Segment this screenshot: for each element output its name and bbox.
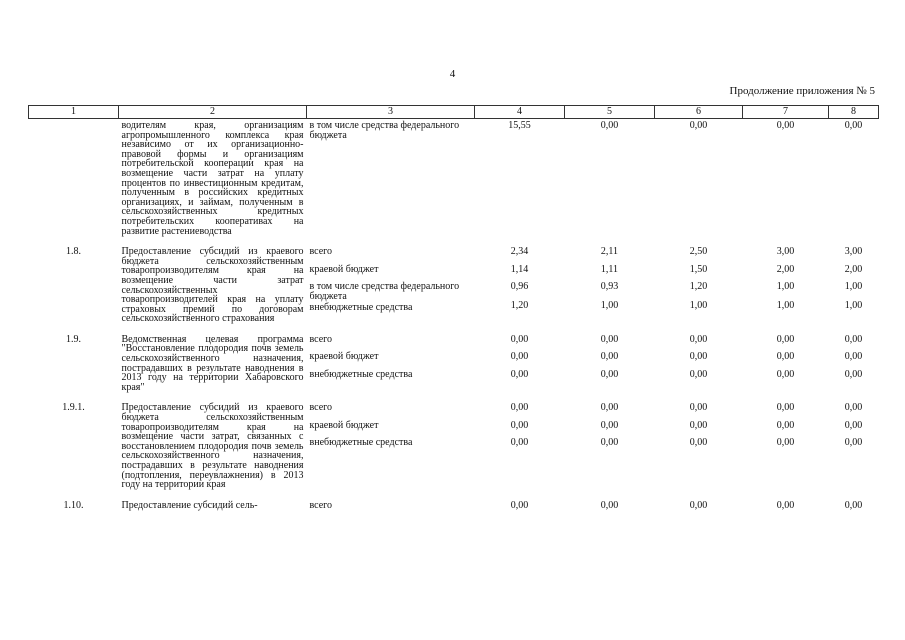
value: 1,14 [510, 263, 529, 275]
value: 0,00 [510, 333, 529, 345]
funding-source: в том числе средства федерального бюджета [309, 281, 460, 302]
funding-source: краевой бюджет [309, 351, 379, 363]
row-number: 1.8. [66, 246, 81, 258]
value: 2,50 [689, 246, 708, 258]
value: 2,34 [510, 246, 529, 258]
value: 0,00 [844, 499, 863, 511]
value-cell [565, 401, 655, 498]
data-table [28, 105, 879, 527]
value-cell [655, 119, 743, 246]
value-cell [565, 333, 655, 402]
row-description: Предоставление субсидий из краевого бюджета сельскохозяйственным товаропроизводителям края на возмещение части затрат сельскохозяйственных товаропроизводителей края на уплату страховых премий по договорам сельскохозяйственного страхования [121, 246, 304, 325]
value-cell [743, 333, 829, 402]
col-header: 3 [307, 106, 475, 119]
value: 15,55 [508, 120, 531, 131]
table-row [29, 333, 879, 402]
value: 1,11 [600, 263, 619, 275]
value-cell [743, 499, 829, 528]
funding-sources [307, 499, 475, 528]
value: 1,00 [844, 281, 863, 293]
funding-source: краевой бюджет [309, 263, 379, 275]
value-cell [743, 245, 829, 333]
value: 0,00 [844, 437, 863, 449]
value: 0,00 [689, 333, 708, 345]
value: 1,20 [510, 300, 529, 312]
col-header: 5 [565, 106, 655, 119]
value-cell [829, 401, 879, 498]
value-cell [655, 245, 743, 333]
value: 0,00 [689, 368, 708, 380]
funding-source: внебюджетные средства [309, 437, 413, 449]
col-header: 1 [29, 106, 119, 119]
value-cell [475, 401, 565, 498]
header-row [29, 106, 879, 119]
value-cell [475, 119, 565, 246]
funding-source: всего [309, 333, 333, 345]
value: 0,00 [776, 437, 795, 449]
value: 0,00 [600, 333, 619, 345]
value: 0,93 [600, 281, 619, 293]
value: 1,00 [776, 300, 795, 312]
value-cell [565, 245, 655, 333]
row-number: 1.9. [66, 333, 81, 345]
row-description: Ведомственная целевая программа "Восстановление плодородия почв земель сельскохозяйственного назначения, пострадавших в результате наводнения в 2013 году на территории Хабаровского края" [121, 333, 304, 393]
value-cell [655, 499, 743, 528]
value: 0,00 [776, 402, 795, 414]
col-header: 6 [655, 106, 743, 119]
value: 0,00 [844, 368, 863, 380]
funding-source: в том числе средства федерального бюджета [309, 120, 460, 141]
page-number: 4 [449, 68, 456, 80]
value: 0,00 [689, 351, 708, 363]
value-cell [743, 119, 829, 246]
table-row [29, 119, 879, 246]
value: 0,00 [600, 437, 619, 449]
value: 0,00 [600, 419, 619, 431]
row-description: водителям края, организациям агропромышленного комплекса края независимо от их организационно-правовой формы и организациям потребительской кооперации края на возмещение части затрат на уплату процентов по инвестиционным кредитам, полученным в российских кредитных организациях, и займам, полученным в сельскохозяйственных кредитных потребительских кооперативах на развитие растениеводства [121, 120, 304, 237]
value-cell [475, 499, 565, 528]
funding-sources [307, 333, 475, 402]
funding-source: внебюджетные средства [309, 302, 413, 314]
row-description: Предоставление субсидий сель- [121, 499, 258, 511]
value-cell [475, 245, 565, 333]
value: 0,00 [510, 368, 529, 380]
funding-sources [307, 401, 475, 498]
funding-source: краевой бюджет [309, 419, 379, 431]
value-cell [829, 499, 879, 528]
value: 0,00 [776, 333, 795, 345]
funding-source: всего [309, 402, 333, 414]
value-cell [565, 499, 655, 528]
value: 0,00 [600, 368, 619, 380]
value: 0,00 [689, 419, 708, 431]
value: 3,00 [844, 246, 863, 258]
funding-sources [307, 119, 475, 246]
value: 2,00 [776, 263, 795, 275]
row-number [29, 119, 119, 246]
value-cell [655, 333, 743, 402]
value: 0,00 [510, 499, 529, 511]
value: 0,00 [844, 402, 863, 414]
funding-source: всего [309, 246, 333, 258]
value: 1,00 [776, 281, 795, 293]
row-number: 1.9.1. [62, 402, 85, 414]
value: 3,00 [776, 246, 795, 258]
value: 0,00 [844, 419, 863, 431]
value: 1,00 [689, 300, 708, 312]
row-number: 1.10. [63, 499, 84, 511]
value-cell [829, 245, 879, 333]
value-cell [829, 119, 879, 246]
value: 1,50 [689, 263, 708, 275]
continuation-label: Продолжение приложения № 5 [729, 85, 875, 97]
value: 0,00 [510, 351, 529, 363]
value-cell [743, 401, 829, 498]
value: 0,00 [776, 351, 795, 363]
value: 0,00 [776, 368, 795, 380]
value: 0,00 [689, 437, 708, 449]
value: 0,00 [776, 499, 795, 511]
value: 0,00 [689, 499, 708, 511]
value: 2,11 [600, 246, 619, 258]
value: 0,00 [600, 120, 619, 131]
funding-source: внебюджетные средства [309, 368, 413, 380]
value-cell [655, 401, 743, 498]
value: 0,00 [689, 402, 708, 414]
funding-sources [307, 245, 475, 333]
value: 0,00 [510, 419, 529, 431]
table-row [29, 245, 879, 333]
value: 0,00 [776, 419, 795, 431]
value: 0,00 [600, 402, 619, 414]
value-cell [565, 119, 655, 246]
col-header: 8 [829, 106, 879, 119]
value: 0,00 [844, 351, 863, 363]
value: 0,96 [510, 281, 529, 293]
value: 0,00 [510, 402, 529, 414]
value: 1,00 [844, 300, 863, 312]
value: 0,00 [600, 351, 619, 363]
value: 1,00 [600, 300, 619, 312]
table-row [29, 499, 879, 528]
value: 0,00 [844, 120, 863, 131]
value: 0,00 [600, 499, 619, 511]
col-header: 7 [743, 106, 829, 119]
value: 0,00 [776, 120, 795, 131]
value: 2,00 [844, 263, 863, 275]
value: 0,00 [844, 333, 863, 345]
table-row [29, 401, 879, 498]
value-cell [829, 333, 879, 402]
col-header: 4 [475, 106, 565, 119]
value: 1,20 [689, 281, 708, 293]
value-cell [475, 333, 565, 402]
value: 0,00 [510, 437, 529, 449]
funding-source: всего [309, 499, 333, 511]
row-description: Предоставление субсидий из краевого бюджета сельскохозяйственным товаропроизводителям края на возмещение части затрат, связанных с восстановлением плодородия почв земель сельскохозяйственного назначения, пострадавших в результате наводнения (подтопления, переувлажнения) в 2013 году на территории края [121, 402, 304, 491]
col-header: 2 [119, 106, 307, 119]
value: 0,00 [689, 120, 708, 131]
